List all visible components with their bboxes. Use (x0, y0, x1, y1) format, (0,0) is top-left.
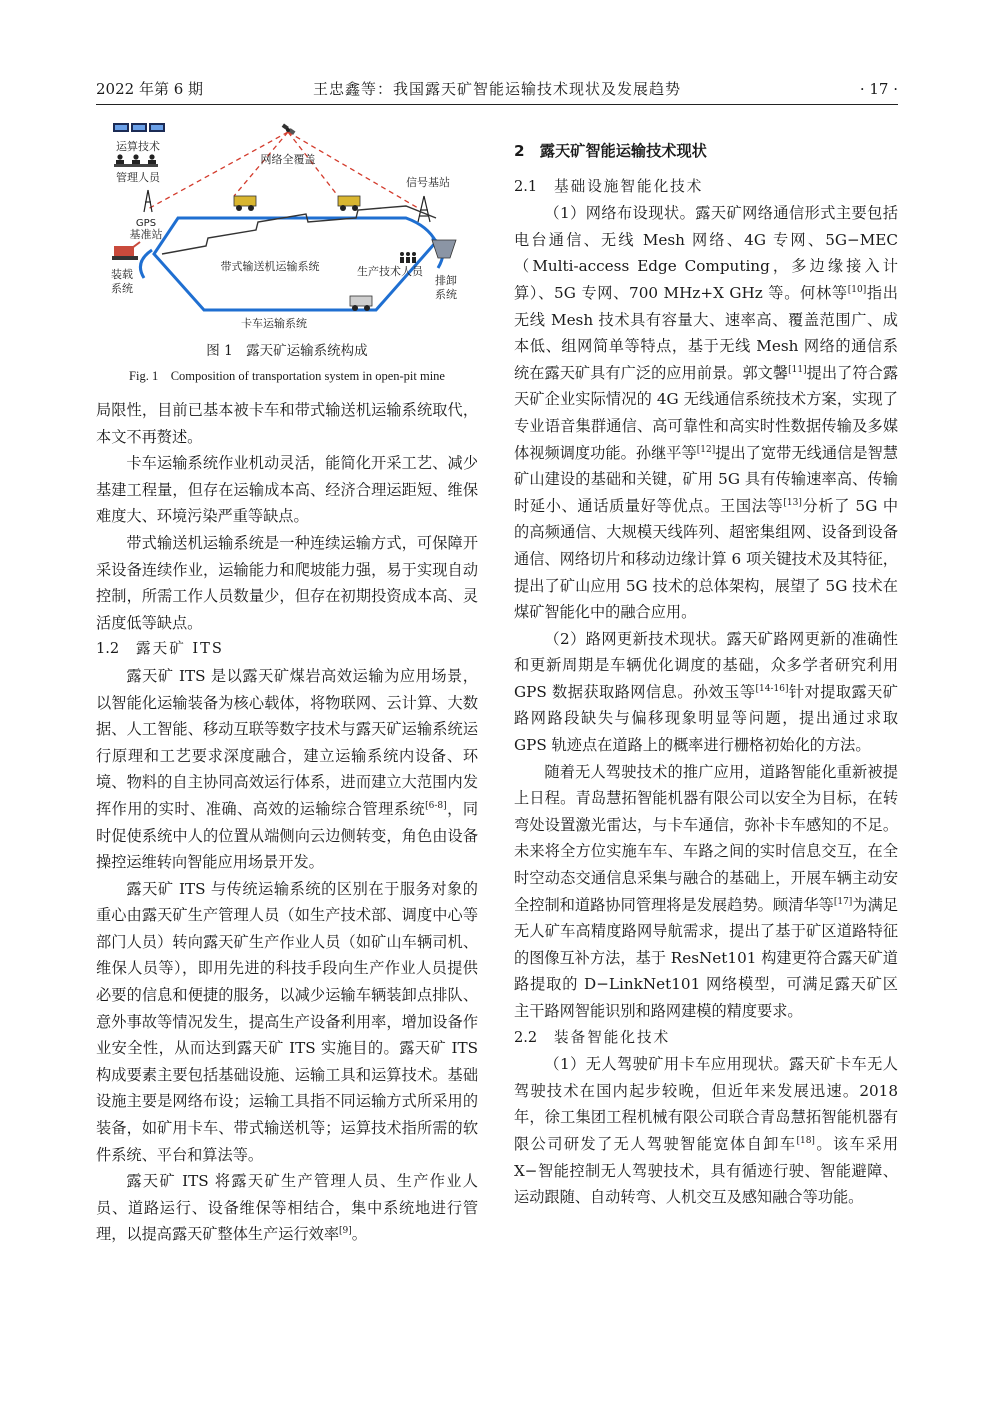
paragraph: （1）网络布设现状。露天矿网络通信形式主要包括电台通信、无线 Mesh 网络、4G 专网、5G−MEC（Multi-access Edge Computing，多边缘接入计算）、5G 专网、700 MHz+X GHz 等。何林等[10]指出无线 Mesh 技术具有容量大、速率高、覆盖范围广、成本低、组网简单等特点，基于无线 Mesh 网络的通信系统在露天矿具有广泛的应用前景。郭文馨[11]提出了符合露天矿企业实际情况的 4G 无线通信系统技术方案，实现了专业语音集群通信、高可靠性和高实时性数据传输及多媒体视频调度功能。孙继平等[12]提出了宽带无线通信是智慧矿山建设的基础和关键，矿用 5G 具有传输速率高、传输时延小、通话质量好等优点。王国法等[13]分析了 5G 中的高频通信、大规模天线阵列、超密集组网、设备到设备通信、网络切片和移动边缘计算 6 项关键技术及其特征，提出了矿山应用 5G 技术的总体架构，展望了 5G 技术在煤矿智能化中的融合应用。 (514, 204, 899, 622)
paragraph: 露天矿 ITS 与传统运输系统的区别在于服务对象的重心由露天矿生产管理人员（如生产技术部、调度中心等部门人员）转向露天矿生产作业人员（如矿山车辆司机、维保人员等），即用先进的科技手段向生产作业人员提供必要的信息和便捷的服务，以减少运输车辆装卸点排队、意外事故等情况发生，提高生产设备利用率，增加设备作业安全性，从而达到露天矿 ITS 实施目的。露天矿 ITS 构成要素主要包括基础设施、运输工具和运算技术。基础设施主要是网络布设；运输工具指不同运输方式所采用的装备，如矿用卡车、带式输送机等；运算技术指所需的软件系统、平台和算法等。 (96, 879, 478, 1164)
transport-system-diagram (106, 118, 486, 340)
paragraph: 带式输送机运输系统是一种连续运输方式，可保障开采设备连续作业，运输能力和爬坡能力强，易于实现自动控制，所需工作人员数量少，但存在初期投资成本高、灵活度低等缺点。 (96, 533, 478, 632)
section-title: 装备智能化技术 (554, 1028, 671, 1046)
belt-conveyor-line (162, 206, 436, 254)
section-number: 1.2 (96, 640, 120, 658)
citation[interactable]: [10] (847, 284, 867, 295)
figure-1 (106, 118, 486, 340)
label-unloading-1: 排卸 (435, 274, 457, 287)
label-loading-2: 系统 (111, 282, 133, 295)
right-column (514, 138, 898, 1211)
citation[interactable]: [17] (833, 896, 853, 907)
citation[interactable]: [9] (339, 1226, 352, 1237)
people-icon (400, 252, 416, 263)
header-rule (96, 104, 898, 105)
paragraph: （1）无人驾驶矿用卡车应用现状。露天矿卡车无人驾驶技术在国内起步较晚，但近年来发展迅速。2018 年，徐工集团工程机械有限公司联合青岛慧拓智能机器有限公司研发了无人驾驶智能宽体自卸车[18]。该车采用 X−智能控制无人驾驶技术，具有循迹行驶、智能避障、运动跟随、自动转弯、人机交互及感知融合等功能。 (514, 1055, 899, 1207)
excavator-icon (112, 242, 140, 260)
label-gps-1: GPS (135, 218, 157, 229)
truck-icon (234, 196, 256, 211)
paragraph: 卡车运输系统作业机动灵活，能简化开采工艺、减少基建工程量，但存在运输成本高、经济合理运距短、维保难度大、环境污染严重等缺点。 (96, 454, 478, 526)
section-number: 2.1 (514, 177, 538, 195)
monitor-icon (113, 123, 165, 132)
network-coverage-lines (146, 132, 418, 210)
paragraph: 露天矿 ITS 是以露天矿煤岩高效运输为应用场景，以智能化运输装备为核心载体，将物联网、云计算、大数据、人工智能、移动互联等数字技术与露天矿运输系统运行原理和工艺要求深度融合，建立运输系统内设备、环境、物料的自主协同高效运行体系，进而建立大范围内发挥作用的实时、准确、高效的运输综合管理系统[6-8]，同时促使系统中人的位置从端侧向云边侧转变，角色由设备操控运维转向智能应用场景开发。 (96, 666, 479, 872)
citation[interactable]: [11] (788, 364, 807, 375)
label-production-staff: 生产技术人员 (357, 265, 423, 278)
running-title: 王忠鑫等：我国露天矿智能运输技术现状及发展趋势 (312, 80, 681, 98)
issue-label: 2022 年第 6 期 (96, 80, 204, 98)
figure-caption-en: Fig. 1 Composition of transportation system in open-pit mine (129, 369, 445, 383)
truck-icon (338, 196, 360, 211)
label-belt-system: 带式输送机运输系统 (220, 260, 320, 273)
paragraph: 局限性，目前已基本被卡车和带式输送机运输系统取代，本文不再赘述。 (96, 401, 478, 446)
label-gps-2: 基准站 (129, 228, 163, 241)
paragraph: （2）路网更新技术现状。露天矿路网更新的准确性和更新周期是车辆优化调度的基础，众多学者研究利用 GPS 数据获取路网信息。孙效玉等[14-16]针对提取露天矿路网路段缺失与偏移现象明显等问题，提出通过求取 GPS 轨迹点在道路上的概率进行栅格初始化的方法。 (514, 629, 898, 755)
section-title: 基础设施智能化技术 (554, 177, 704, 195)
people-icon (114, 154, 158, 167)
label-truck-system: 卡车运输系统 (241, 317, 307, 330)
running-header (96, 78, 898, 100)
paragraph: 露天矿 ITS 将露天矿生产管理人员、生产作业人员、道路运行、设备维保等相结合，集中系统地进行管理，以提高露天矿整体生产运行效率[9]。 (96, 1172, 478, 1244)
label-managers: 管理人员 (116, 171, 160, 184)
label-unloading-2: 系统 (435, 288, 457, 301)
paragraph: 随着无人驾驶技术的推广应用，道路智能化重新被提上日程。青岛慧拓智能机器有限公司以安全为目标，在转弯处设置激光雷达，与卡车通信，弥补卡车感知的不足。未来将全方位实施车车、车路之间的实时信息交互，在全时空动态交通信息采集与融合的基础上，开展车辆主动安全控制和道路协同管理将是发展趋势。顾清华等[17]为满足无人矿车高精度路网导航需求，提出了基于矿区道路特征的图像互补方法，基于 ResNet101 构建更符合露天矿道路提取的 D−LinkNet101 网络模型，可满足露天矿区主干路网智能识别和路网建模的精度要求。 (514, 762, 899, 1020)
loading-arrow (140, 250, 152, 278)
citation[interactable]: [6-8] (425, 800, 447, 811)
section-heading-1-2 (96, 636, 478, 663)
hopper-icon (432, 240, 456, 258)
section-heading-2-1 (514, 174, 898, 201)
tower-icon (418, 196, 430, 222)
gps-tower-icon (144, 190, 152, 212)
section-heading-2: 2 露天矿智能运输技术现状 (514, 142, 707, 160)
label-loading-1: 装载 (111, 268, 133, 281)
citation[interactable]: [14-16] (755, 683, 789, 694)
label-network: 网络全覆盖 (260, 153, 316, 166)
citation[interactable]: [18] (796, 1135, 815, 1146)
label-signal-station: 信号基站 (406, 176, 450, 189)
citation[interactable]: [12] (696, 444, 716, 455)
page-number: · 17 · (859, 80, 898, 98)
section-title: 露天矿 ITS (136, 640, 224, 658)
figure-caption-cn: 图 1 露天矿运输系统构成 (206, 343, 368, 359)
label-computing: 运算技术 (116, 140, 160, 153)
section-heading-2-2 (514, 1025, 898, 1052)
left-column (96, 397, 478, 1248)
citation[interactable]: [13] (783, 497, 802, 508)
section-number: 2.2 (514, 1028, 538, 1046)
